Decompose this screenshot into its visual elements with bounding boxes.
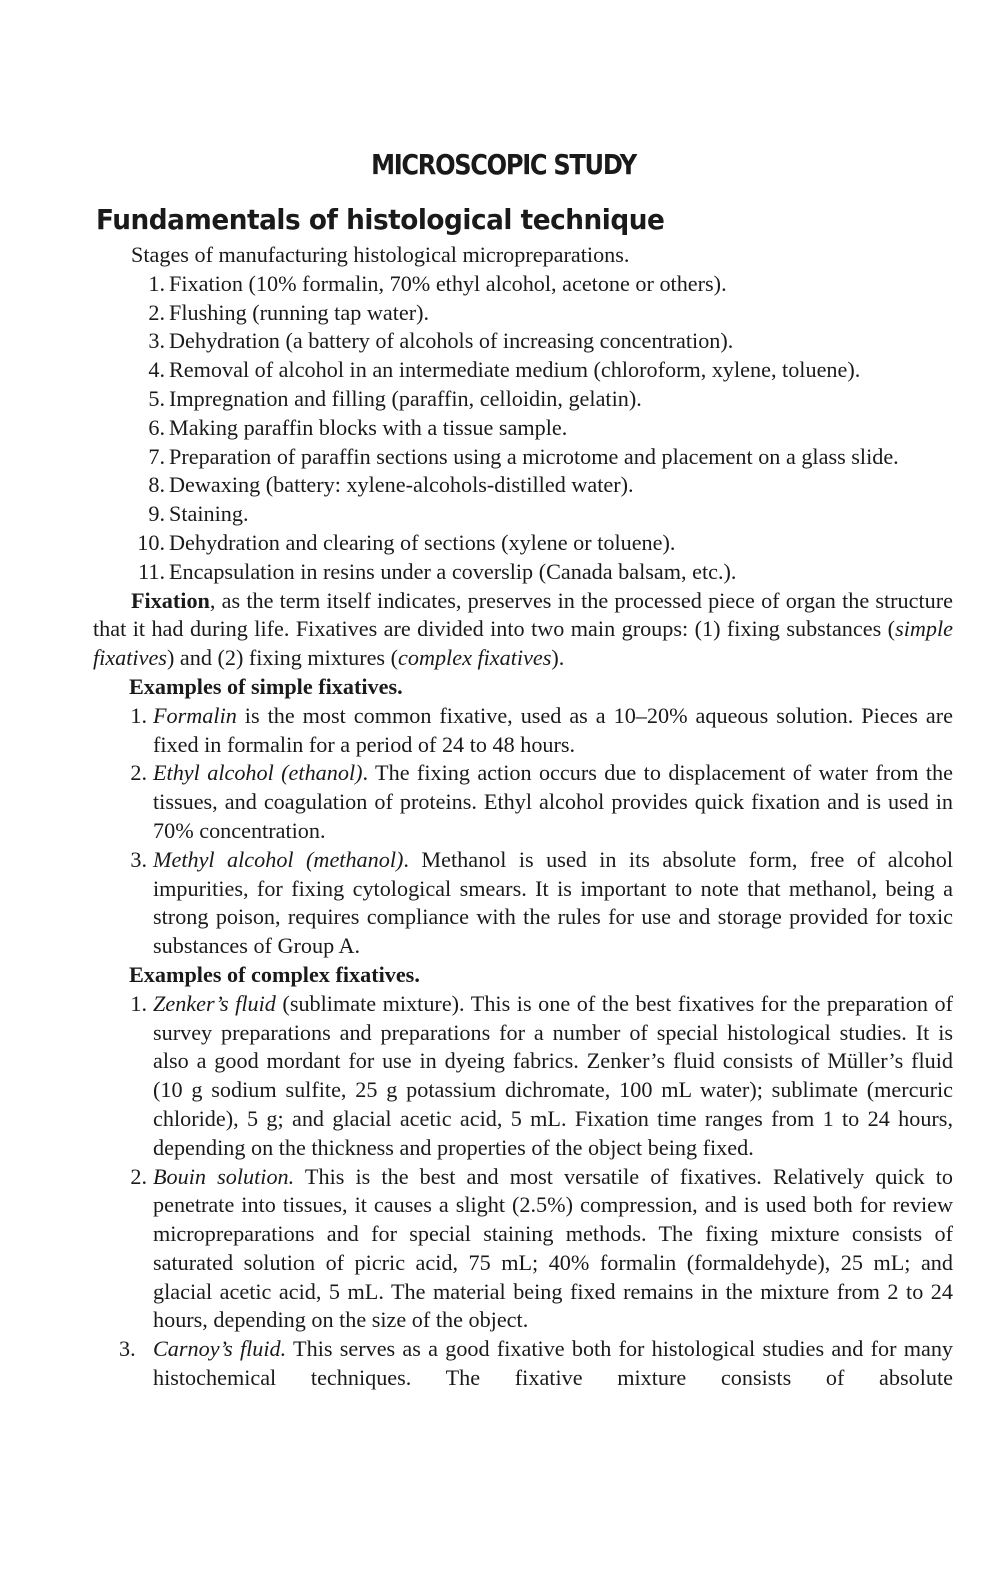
fixative-item [93, 1163, 953, 1336]
item-number: 2. [130, 1163, 147, 1189]
fixative-name: Formalin [153, 702, 237, 728]
item-number: 2. [130, 760, 147, 786]
complex-fixatives-heading: Examples of complex fixatives. [129, 961, 420, 987]
fixative-description: . The fixing action occurs due to displacement of water from the tissues, and coagulation of proteins. Ethyl alcohol provides quick fixation and is used in 70% concentration. [153, 760, 953, 843]
stage-number: 8. [148, 472, 165, 498]
stage-number: 6. [148, 414, 165, 440]
stage-number: 9. [148, 501, 165, 527]
stage-number: 5. [148, 385, 165, 411]
fixative-item [93, 846, 953, 961]
fixative-description: This is the best and most versatile of fixatives. Relatively quick to penetrate into tissues, it causes a slight (2.5%) compression, and is used both for review micropreparations and for special staining methods. The fixing mixture consists of saturated solution of picric acid, 75 mL; 40% formalin (formaldehyde), 25 mL; and glacial acetic acid, 5 mL. The material being fixed remains in the mixture from 2 to 24 hours, depending on the size of the object. [153, 1163, 953, 1333]
simple-fixatives-list [93, 702, 953, 961]
stage-text: Dehydration and clearing of sections (xylene or toluene). [169, 529, 676, 555]
stage-item [93, 443, 953, 472]
stage-number: 7. [148, 443, 165, 469]
stage-item [93, 356, 953, 385]
fixative-name: Bouin solution. [153, 1163, 295, 1189]
stage-item [93, 270, 953, 299]
fixation-text: ) and (2) fixing mixtures ( [166, 645, 398, 671]
fixative-name: Ethyl alcohol (ethanol) [153, 760, 363, 786]
stage-text: Flushing (running tap water). [169, 299, 430, 325]
item-number: 3. [130, 846, 147, 872]
stage-number: 2. [148, 299, 165, 325]
complex-fixatives-list [93, 990, 953, 1393]
fixative-description: is the most common fixative, used as a 10–20% aqueous solution. Pieces are fixed in formalin for a period of 24 to 48 hours. [153, 702, 953, 757]
stage-text: Making paraffin blocks with a tissue sample. [169, 414, 568, 440]
stage-item [93, 558, 953, 587]
section-heading: Fundamentals of histological technique [96, 203, 665, 236]
stage-number: 11. [138, 558, 165, 584]
simple-fixatives-term: simple fixatives [93, 616, 953, 671]
fixative-description: This serves as a good fixative both for histological studies and for many histochemical techniques. The fixative mixture consists of absolute [153, 1336, 954, 1391]
fixation-paragraph [93, 587, 953, 673]
stage-number: 1. [148, 270, 165, 296]
stage-item [93, 385, 953, 414]
fixative-item [93, 1335, 953, 1393]
stage-number: 10. [137, 529, 165, 555]
stage-item [93, 327, 953, 356]
fixative-item [93, 702, 953, 760]
stage-text: Encapsulation in resins under a coverslip (Canada balsam, etc.). [169, 558, 737, 584]
fixative-name: Carnoy’s fluid. [153, 1336, 287, 1362]
fixation-term: Fixation [131, 587, 210, 613]
stage-text: Impregnation and filling (paraffin, celloidin, gelatin). [169, 385, 642, 411]
fixative-item [93, 759, 953, 845]
stage-item [93, 414, 953, 443]
stage-item [93, 299, 953, 328]
stage-text: Dehydration (a battery of alcohols of increasing concentration). [169, 328, 734, 354]
simple-fixatives-heading: Examples of simple fixatives. [129, 673, 403, 699]
item-number: 3. [119, 1336, 136, 1362]
fixative-name: Methyl alcohol (methanol) [153, 846, 404, 872]
stage-item [93, 471, 953, 500]
fixation-text: ). [551, 645, 565, 671]
complex-fixatives-term: complex fixatives [398, 645, 552, 671]
page-title: MICROSCOPIC STUDY [371, 148, 636, 181]
stage-item [93, 529, 953, 558]
fixative-item [93, 990, 953, 1163]
stage-text: Fixation (10% formalin, 70% ethyl alcohol, acetone or others). [169, 270, 727, 296]
stage-item [93, 500, 953, 529]
stage-text: Removal of alcohol in an intermediate medium (chloroform, xylene, toluene). [169, 357, 861, 383]
stage-text: Preparation of paraffin sections using a microtome and placement on a glass slide. [169, 443, 899, 469]
fixative-description: . Methanol is used in its absolute form, free of alcohol impurities, for fixing cytological smears. It is important to note that methanol, being a strong poison, requires compliance with the rules for use and storage provided for toxic substances of Group A. [153, 846, 953, 959]
stages-intro: Stages of manufacturing histological micropreparations. [131, 242, 630, 267]
fixation-text: , as the term itself indicates, preserves in the processed piece of organ the structure that it had during life. Fixatives are divided into two main groups: (1) fixing substances ( [93, 587, 953, 642]
item-number: 1. [130, 990, 147, 1016]
fixative-name: Zenker’s fluid [153, 990, 276, 1016]
page-body [93, 241, 953, 1393]
stages-list [93, 270, 953, 587]
stage-text: Staining. [169, 501, 249, 527]
stage-text: Dewaxing (battery: xylene-alcohols-distilled water). [169, 472, 634, 498]
stage-number: 3. [148, 328, 165, 354]
item-number: 1. [130, 702, 147, 728]
stage-number: 4. [148, 357, 165, 383]
fixative-description: (sublimate mixture). This is one of the best fixatives for the preparation of survey preparations and preparations for a number of special histological studies. It is also a good mordant for use in dyeing fabrics. Zenker’s fluid consists of Müller’s fluid (10 g sodium sulfite, 25 g potassium dichromate, 100 mL water); sublimate (mercuric chloride), 5 g; and glacial acetic acid, 5 mL. Fixation time ranges from 1 to 24 hours, depending on the thickness and properties of the object being fixed. [153, 990, 953, 1160]
